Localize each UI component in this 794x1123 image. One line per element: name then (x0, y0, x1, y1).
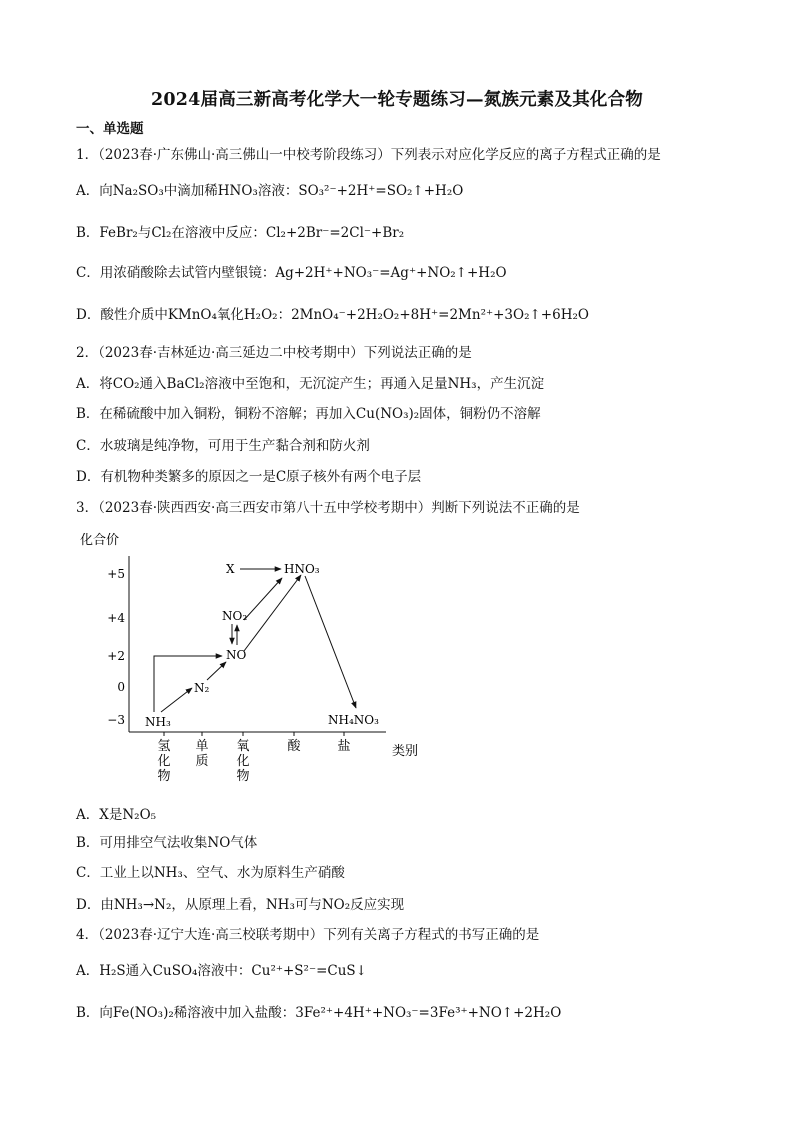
x-category-label: 盐 (337, 739, 351, 754)
q4-stem: 4．（2023春·辽宁大连·高三校联考期中）下列有关离子方程式的书写正确的是 (76, 927, 540, 943)
q1-option-c: C．用浓硝酸除去试管内壁银镜：Ag+2H⁺+NO₃⁻=Ag⁺+NO₂↑+H₂O (76, 265, 507, 281)
species-hno3: HNO₃ (284, 562, 320, 576)
page-title: 2024届高三新高考化学大一轮专题练习—氮族元素及其化合物 (150, 90, 643, 110)
q3-option-a: A．X是N₂O₅ (76, 807, 157, 823)
q2-option-d: D．有机物种类繁多的原因之一是C原子核外有两个电子层 (76, 469, 422, 485)
q2-option-a: A．将CO₂通入BaCl₂溶液中至饱和，无沉淀产生；再通入足量NH₃，产生沉淀 (76, 376, 545, 392)
q2-option-b: B．在稀硫酸中加入铜粉，铜粉不溶解；再加入Cu(NO₃)₂固体，铜粉仍不溶解 (76, 406, 541, 422)
x-category-label: 氧化物 (236, 739, 250, 784)
q1-option-a: A．向Na₂SO₃中滴加稀HNO₃溶液：SO₃²⁻+2H⁺=SO₂↑+H₂O (76, 183, 464, 199)
arrow-no-hno3 (244, 575, 301, 651)
q3-option-c: C．工业上以NH₃、空气、水为原料生产硝酸 (76, 865, 345, 881)
x-category-label: 单质 (195, 739, 209, 769)
species-x: X (226, 562, 235, 576)
y-tick: 0 (117, 680, 125, 694)
species-nh4no3: NH₄NO₃ (328, 713, 379, 727)
x-category-label: 氢化物 (157, 739, 171, 784)
q2-stem: 2．（2023春·吉林延边·高三延边二中校考期中）下列说法正确的是 (76, 345, 472, 361)
q4-option-a: A．H₂S通入CuSO₄溶液中：Cu²⁺+S²⁻=CuS↓ (76, 963, 367, 979)
arrow-no2-hno3 (244, 578, 282, 620)
arrow-n2-no (207, 662, 226, 680)
q1-option-d: D．酸性介质中KMnO₄氧化H₂O₂：2MnO₄⁻+2H₂O₂+8H⁺=2Mn²⁺+3O₂↑+6H₂O (76, 307, 589, 323)
arrow-nh3-n2 (161, 688, 192, 712)
x-axis-label: 类别 (392, 744, 419, 759)
q3-option-d: D．由NH₃→N₂，从原理上看，NH₃可与NO₂反应实现 (76, 897, 405, 913)
x-category-label: 酸 (287, 739, 301, 754)
q4-option-b: B．向Fe(NO₃)₂稀溶液中加入盐酸：3Fe²⁺+4H⁺+NO₃⁻=3Fe³⁺+NO↑+2H₂O (76, 1005, 562, 1021)
q3-option-b: B．可用排空气法收集NO气体 (76, 835, 258, 851)
q3-stem: 3．（2023春·陕西西安·高三西安市第八十五中学校考期中）判断下列说法不正确的是 (76, 500, 580, 516)
y-tick: +5 (107, 567, 125, 581)
y-tick: +2 (107, 649, 125, 663)
y-axis-label: 化合价 (80, 533, 120, 548)
y-tick: +4 (107, 611, 125, 625)
valence-category-diagram (76, 528, 436, 793)
q1-stem: 1．（2023春·广东佛山·高三佛山一中校考阶段练习）下列表示对应化学反应的离子方程式正确的是 (76, 147, 661, 163)
species-n2: N₂ (194, 681, 210, 695)
species-no2: NO₂ (222, 609, 248, 623)
q2-option-c: C．水玻璃是纯净物，可用于生产黏合剂和防火剂 (76, 438, 370, 454)
arrow-nh3-no (154, 656, 222, 712)
q1-option-b: B．FeBr₂与Cl₂在溶液中反应：Cl₂+2Br⁻=2Cl⁻+Br₂ (76, 225, 405, 241)
section-heading: 一、单选题 (76, 121, 144, 137)
y-tick: −3 (107, 713, 125, 727)
arrow-hno3-nh4no3 (305, 576, 356, 708)
species-no: NO (226, 648, 247, 662)
species-nh3: NH₃ (145, 715, 171, 729)
